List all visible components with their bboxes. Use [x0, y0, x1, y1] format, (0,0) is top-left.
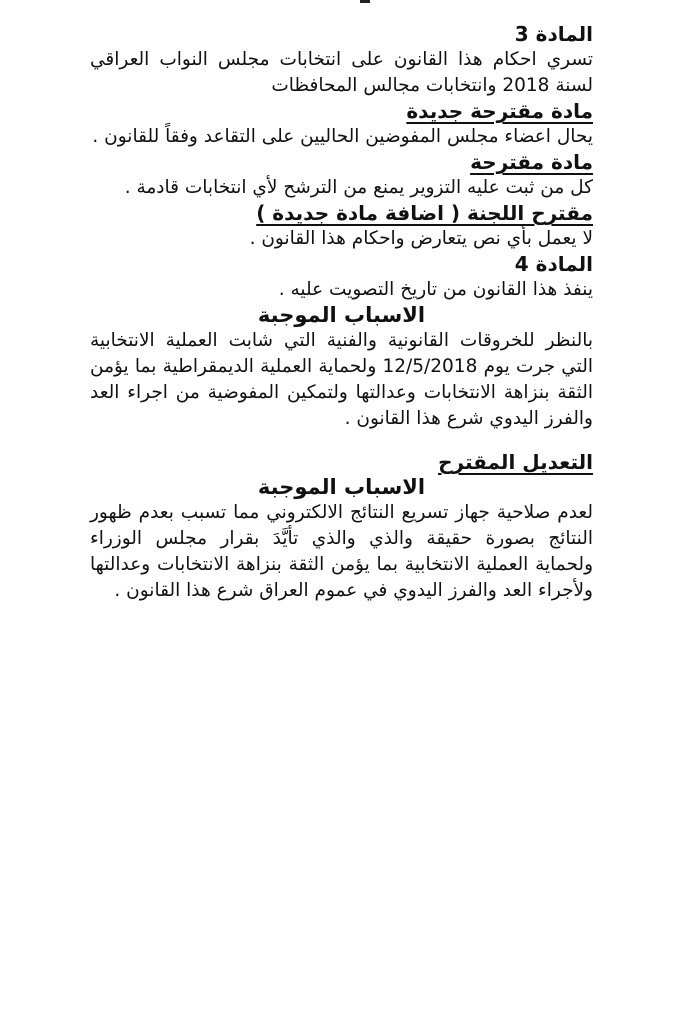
- justifications-text: بالنظر للخروقات القانونية والفنية التي شابت العملية الانتخابية التي جرت يوم 12/5/2018 ولحماية العملية الديمقراطية بما يؤمن الثقة بنزاهة الانتخابات وعدالتها ولتمكين المفوضية من اجراء العد والفرز اليدوي شرع هذا القانون .: [90, 330, 594, 429]
- committee-proposal-heading: مقترح اللجنة ( اضافة مادة جديدة ): [256, 201, 593, 225]
- section-spacer: [90, 432, 593, 450]
- article-3-text: تسري احكام هذا القانون على انتخابات مجلس النواب العراقي لسنة 2018 وانتخابات مجالس المحافظات: [90, 49, 593, 96]
- article-3-heading: المادة 3: [514, 22, 593, 46]
- proposed-amendment-heading: التعديل المقترح: [438, 450, 593, 474]
- document-page: [90, 22, 593, 604]
- proposed-article-text: كل من ثبت عليه التزوير يمنع من الترشح لأي انتخابات قادمة .: [124, 177, 593, 198]
- proposed-new-article-heading: مادة مقترحة جديدة: [406, 99, 593, 123]
- committee-proposal-text: لا يعمل بأي نص يتعارض واحكام هذا القانون .: [249, 228, 593, 249]
- proposed-article-heading: مادة مقترحة: [470, 150, 593, 174]
- article-4-heading: المادة 4: [514, 252, 593, 276]
- proposed-new-article-text: يحال اعضاء مجلس المفوضين الحاليين على التقاعد وفقاً للقانون .: [92, 126, 593, 147]
- amendment-justifications-heading: الاسباب الموجبة: [257, 475, 426, 499]
- article-4-text: ينفذ هذا القانون من تاريخ التصويت عليه .: [278, 279, 593, 300]
- amendment-justifications-text: لعدم صلاحية جهاز تسريع النتائج الالكتروني مما تسبب بعدم ظهور النتائج بصورة حقيقة والذي والذي تأيَّدَ بقرار مجلس الوزراء ولحماية العملية الانتخابية بما يؤمن الثقة بنزاهة الانتخابات وعدالتها ولأجراء العد والفرز اليدوي في عموم العراق شرع هذا القانون .: [90, 502, 593, 601]
- justifications-heading: الاسباب الموجبة: [257, 303, 426, 327]
- scan-mark: [360, 0, 370, 3]
